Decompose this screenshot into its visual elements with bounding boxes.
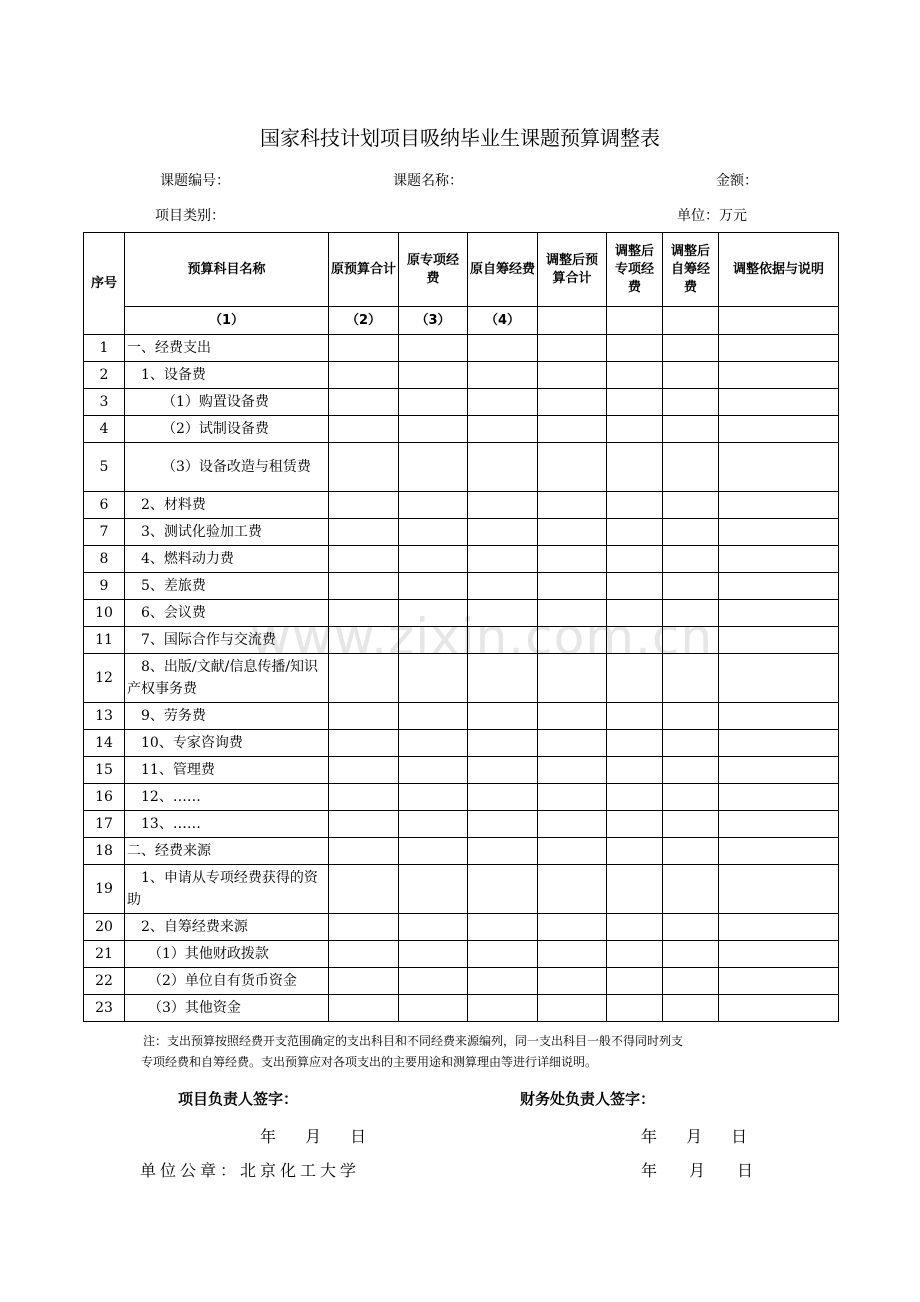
value-cell[interactable] [399,362,468,389]
value-cell[interactable] [719,416,839,443]
value-cell[interactable] [663,784,719,811]
budget-item-name: （3）其他资金 [125,995,329,1022]
value-cell[interactable] [468,995,538,1022]
value-cell[interactable] [329,865,399,914]
value-cell[interactable] [719,838,839,865]
value-cell[interactable] [468,941,538,968]
value-cell[interactable] [607,627,663,654]
budget-item-name: 12、…… [125,784,329,811]
value-cell[interactable] [399,654,468,703]
value-cell[interactable] [663,914,719,941]
value-cell[interactable] [329,600,399,627]
value-cell[interactable] [399,573,468,600]
value-cell[interactable] [607,654,663,703]
value-cell[interactable] [468,914,538,941]
col-index-3: （3） [399,307,468,335]
table-row [84,362,839,389]
budget-item-name: 11、管理费 [125,757,329,784]
table-row [84,416,839,443]
value-cell[interactable] [329,914,399,941]
value-cell[interactable] [329,730,399,757]
table-row [84,941,839,968]
value-cell[interactable] [538,443,607,492]
row-number: 4 [84,416,125,443]
value-cell[interactable] [399,865,468,914]
header-adj-self: 调整后自筹经费 [663,233,719,307]
value-cell[interactable] [468,389,538,416]
value-cell[interactable] [719,519,839,546]
row-number: 16 [84,784,125,811]
header-row [84,233,839,307]
column-index-row [84,307,839,335]
budget-item-name: （2）单位自有货币资金 [125,968,329,995]
value-cell[interactable] [663,654,719,703]
row-number: 13 [84,703,125,730]
value-cell[interactable] [329,362,399,389]
value-cell[interactable] [329,941,399,968]
value-cell[interactable] [607,757,663,784]
value-cell[interactable] [538,546,607,573]
value-cell[interactable] [719,703,839,730]
value-cell[interactable] [663,968,719,995]
seal-label: 单位公章：北京化工大学 [140,1161,361,1180]
col-index-empty [538,307,607,335]
value-cell[interactable] [719,600,839,627]
budget-item-name: （1）其他财政拨款 [125,941,329,968]
value-cell[interactable] [607,914,663,941]
header-orig-special: 原专项经费 [399,233,468,307]
value-cell[interactable] [663,519,719,546]
row-number: 20 [84,914,125,941]
value-cell[interactable] [468,968,538,995]
row-number: 5 [84,443,125,492]
value-cell[interactable] [663,941,719,968]
value-cell[interactable] [719,335,839,362]
value-cell[interactable] [329,573,399,600]
value-cell[interactable] [607,546,663,573]
value-cell[interactable] [538,416,607,443]
value-cell[interactable] [329,654,399,703]
value-cell[interactable] [663,443,719,492]
value-cell[interactable] [607,600,663,627]
value-cell[interactable] [607,443,663,492]
value-cell[interactable] [607,492,663,519]
project-name-label: 课题名称： [393,173,463,189]
value-cell[interactable] [719,865,839,914]
value-cell[interactable] [399,492,468,519]
budget-item-name: 5、差旅费 [125,573,329,600]
footnote-line-2: 专项经费和自筹经费。支出预算应对各项支出的主要用途和测算理由等进行详细说明。 [141,1055,598,1069]
watermark: www.zixin.com.cn [250,608,714,666]
budget-item-name: （3）设备改造与租赁费 [125,443,329,492]
row-number: 15 [84,757,125,784]
value-cell[interactable] [468,627,538,654]
budget-item-name: 2、材料费 [125,492,329,519]
value-cell[interactable] [399,335,468,362]
value-cell[interactable] [399,757,468,784]
value-cell[interactable] [329,443,399,492]
date-right: 年 月 日 [641,1127,748,1146]
value-cell[interactable] [329,492,399,519]
value-cell[interactable] [538,492,607,519]
row-number: 6 [84,492,125,519]
value-cell[interactable] [468,335,538,362]
budget-item-name: 1、设备费 [125,362,329,389]
value-cell[interactable] [663,573,719,600]
footnote-line-1: 注：支出预算按照经费开支范围确定的支出科目和不同经费来源编列，同一支出科目一般不得同时列支 [143,1034,684,1048]
value-cell[interactable] [663,416,719,443]
value-cell[interactable] [538,757,607,784]
value-cell[interactable] [399,995,468,1022]
value-cell[interactable] [607,968,663,995]
value-cell[interactable] [468,519,538,546]
value-cell[interactable] [719,654,839,703]
table-row [84,811,839,838]
value-cell[interactable] [329,416,399,443]
value-cell[interactable] [399,941,468,968]
row-number: 19 [84,865,125,914]
value-cell[interactable] [399,914,468,941]
value-cell[interactable] [719,914,839,941]
value-cell[interactable] [538,362,607,389]
row-number: 1 [84,335,125,362]
table-row [84,389,839,416]
finance-leader-signature-label: 财务处负责人签字： [520,1090,656,1108]
value-cell[interactable] [607,389,663,416]
amount-label: 金额： [716,173,758,189]
value-cell[interactable] [719,362,839,389]
budget-item-name: （1）购置设备费 [125,389,329,416]
value-cell[interactable] [329,335,399,362]
value-cell[interactable] [399,519,468,546]
value-cell[interactable] [607,995,663,1022]
value-cell[interactable] [538,573,607,600]
budget-item-name: 一、经费支出 [125,335,329,362]
value-cell[interactable] [719,730,839,757]
row-number: 18 [84,838,125,865]
value-cell[interactable] [399,730,468,757]
value-cell[interactable] [663,838,719,865]
value-cell[interactable] [538,389,607,416]
value-cell[interactable] [329,968,399,995]
budget-item-name: 9、劳务费 [125,703,329,730]
value-cell[interactable] [468,416,538,443]
value-cell[interactable] [719,443,839,492]
table-row [84,519,839,546]
row-number: 14 [84,730,125,757]
footnote [143,1031,788,1073]
value-cell[interactable] [607,941,663,968]
value-cell[interactable] [663,995,719,1022]
row-number: 11 [84,627,125,654]
value-cell[interactable] [468,600,538,627]
row-number: 21 [84,941,125,968]
value-cell[interactable] [538,995,607,1022]
header-basis: 调整依据与说明 [719,233,839,307]
value-cell[interactable] [719,811,839,838]
value-cell[interactable] [607,416,663,443]
value-cell[interactable] [399,784,468,811]
value-cell[interactable] [538,654,607,703]
row-number: 9 [84,573,125,600]
value-cell[interactable] [468,730,538,757]
value-cell[interactable] [329,627,399,654]
budget-item-name: 8、出版/文献/信息传播/知识产权事务费 [125,654,329,703]
value-cell[interactable] [399,838,468,865]
value-cell[interactable] [399,627,468,654]
table-row [84,968,839,995]
value-cell[interactable] [468,703,538,730]
budget-item-name: 2、自筹经费来源 [125,914,329,941]
value-cell[interactable] [329,546,399,573]
value-cell[interactable] [329,519,399,546]
col-index-empty [719,307,839,335]
value-cell[interactable] [538,968,607,995]
value-cell[interactable] [663,492,719,519]
page-title: 国家科技计划项目吸纳毕业生课题预算调整表 [260,126,660,150]
value-cell[interactable] [607,838,663,865]
value-cell[interactable] [468,546,538,573]
value-cell[interactable] [329,389,399,416]
category-label: 项目类别： [155,208,225,224]
table-row [84,914,839,941]
value-cell[interactable] [719,784,839,811]
col-index-empty [607,307,663,335]
col-index-2: （2） [329,307,399,335]
value-cell[interactable] [468,757,538,784]
budget-item-name: 6、会议费 [125,600,329,627]
header-name: 预算科目名称 [125,233,329,307]
value-cell[interactable] [538,519,607,546]
budget-item-name: （2）试制设备费 [125,416,329,443]
value-cell[interactable] [663,865,719,914]
table-row [84,600,839,627]
table-row [84,335,839,362]
table-row [84,573,839,600]
table-row [84,654,839,703]
table-row [84,838,839,865]
value-cell[interactable] [538,914,607,941]
date-left: 年 月 日 [260,1127,367,1146]
table-row [84,627,839,654]
row-number: 7 [84,519,125,546]
value-cell[interactable] [468,492,538,519]
row-number: 17 [84,811,125,838]
value-cell[interactable] [607,730,663,757]
value-cell[interactable] [468,443,538,492]
header-no: 序号 [84,233,125,335]
header-adj-total: 调整后预算合计 [538,233,607,307]
value-cell[interactable] [607,519,663,546]
col-index-1: （1） [125,307,329,335]
table-row [84,443,839,492]
value-cell[interactable] [468,654,538,703]
value-cell[interactable] [399,416,468,443]
row-number: 3 [84,389,125,416]
value-cell[interactable] [719,757,839,784]
budget-item-name: 3、测试化验加工费 [125,519,329,546]
value-cell[interactable] [399,968,468,995]
value-cell[interactable] [538,600,607,627]
header-orig-self: 原自筹经费 [468,233,538,307]
value-cell[interactable] [538,703,607,730]
table-row [84,995,839,1022]
row-number: 8 [84,546,125,573]
value-cell[interactable] [538,627,607,654]
value-cell[interactable] [663,546,719,573]
value-cell[interactable] [468,573,538,600]
budget-item-name: 二、经费来源 [125,838,329,865]
table-row [84,784,839,811]
col-index-empty [663,307,719,335]
value-cell[interactable] [607,703,663,730]
value-cell[interactable] [538,811,607,838]
value-cell[interactable] [607,811,663,838]
value-cell[interactable] [399,389,468,416]
budget-item-name: 10、专家咨询费 [125,730,329,757]
table-row [84,730,839,757]
header-adj-special: 调整后专项经费 [607,233,663,307]
value-cell[interactable] [663,730,719,757]
value-cell[interactable] [607,362,663,389]
value-cell[interactable] [719,492,839,519]
value-cell[interactable] [663,389,719,416]
value-cell[interactable] [468,838,538,865]
value-cell[interactable] [538,784,607,811]
value-cell[interactable] [607,335,663,362]
row-number: 2 [84,362,125,389]
table-row [84,757,839,784]
value-cell[interactable] [719,995,839,1022]
project-no-label: 课题编号： [160,173,230,189]
value-cell[interactable] [607,784,663,811]
table-row [84,546,839,573]
value-cell[interactable] [663,627,719,654]
value-cell[interactable] [663,362,719,389]
value-cell[interactable] [607,573,663,600]
value-cell[interactable] [538,730,607,757]
value-cell[interactable] [329,703,399,730]
value-cell[interactable] [663,335,719,362]
value-cell[interactable] [329,784,399,811]
project-leader-signature-label: 项目负责人签字： [178,1090,299,1108]
budget-item-name: 13、…… [125,811,329,838]
value-cell[interactable] [719,389,839,416]
value-cell[interactable] [399,811,468,838]
table-row [84,492,839,519]
value-cell[interactable] [719,941,839,968]
value-cell[interactable] [468,784,538,811]
value-cell[interactable] [329,811,399,838]
value-cell[interactable] [468,865,538,914]
value-cell[interactable] [329,995,399,1022]
value-cell[interactable] [663,703,719,730]
date-bottom: 年 月 日 [641,1161,754,1180]
value-cell[interactable] [719,573,839,600]
value-cell[interactable] [399,703,468,730]
col-index-4: （4） [468,307,538,335]
value-cell[interactable] [719,968,839,995]
value-cell[interactable] [329,838,399,865]
value-cell[interactable] [663,757,719,784]
value-cell[interactable] [538,941,607,968]
value-cell[interactable] [468,811,538,838]
value-cell[interactable] [468,362,538,389]
row-number: 12 [84,654,125,703]
budget-table [83,232,839,1022]
value-cell[interactable] [538,865,607,914]
value-cell[interactable] [663,811,719,838]
value-cell[interactable] [719,627,839,654]
budget-item-name: 7、国际合作与交流费 [125,627,329,654]
value-cell[interactable] [399,600,468,627]
budget-item-name: 4、燃料动力费 [125,546,329,573]
value-cell[interactable] [719,546,839,573]
table-row [84,865,839,914]
row-number: 23 [84,995,125,1022]
table-row [84,703,839,730]
unit-label: 单位：万元 [677,208,747,224]
value-cell[interactable] [399,443,468,492]
value-cell[interactable] [538,838,607,865]
value-cell[interactable] [663,600,719,627]
row-number: 22 [84,968,125,995]
header-orig-total: 原预算合计 [329,233,399,307]
value-cell[interactable] [538,335,607,362]
value-cell[interactable] [399,546,468,573]
value-cell[interactable] [607,865,663,914]
value-cell[interactable] [329,757,399,784]
budget-item-name: 1、申请从专项经费获得的资助 [125,865,329,914]
row-number: 10 [84,600,125,627]
